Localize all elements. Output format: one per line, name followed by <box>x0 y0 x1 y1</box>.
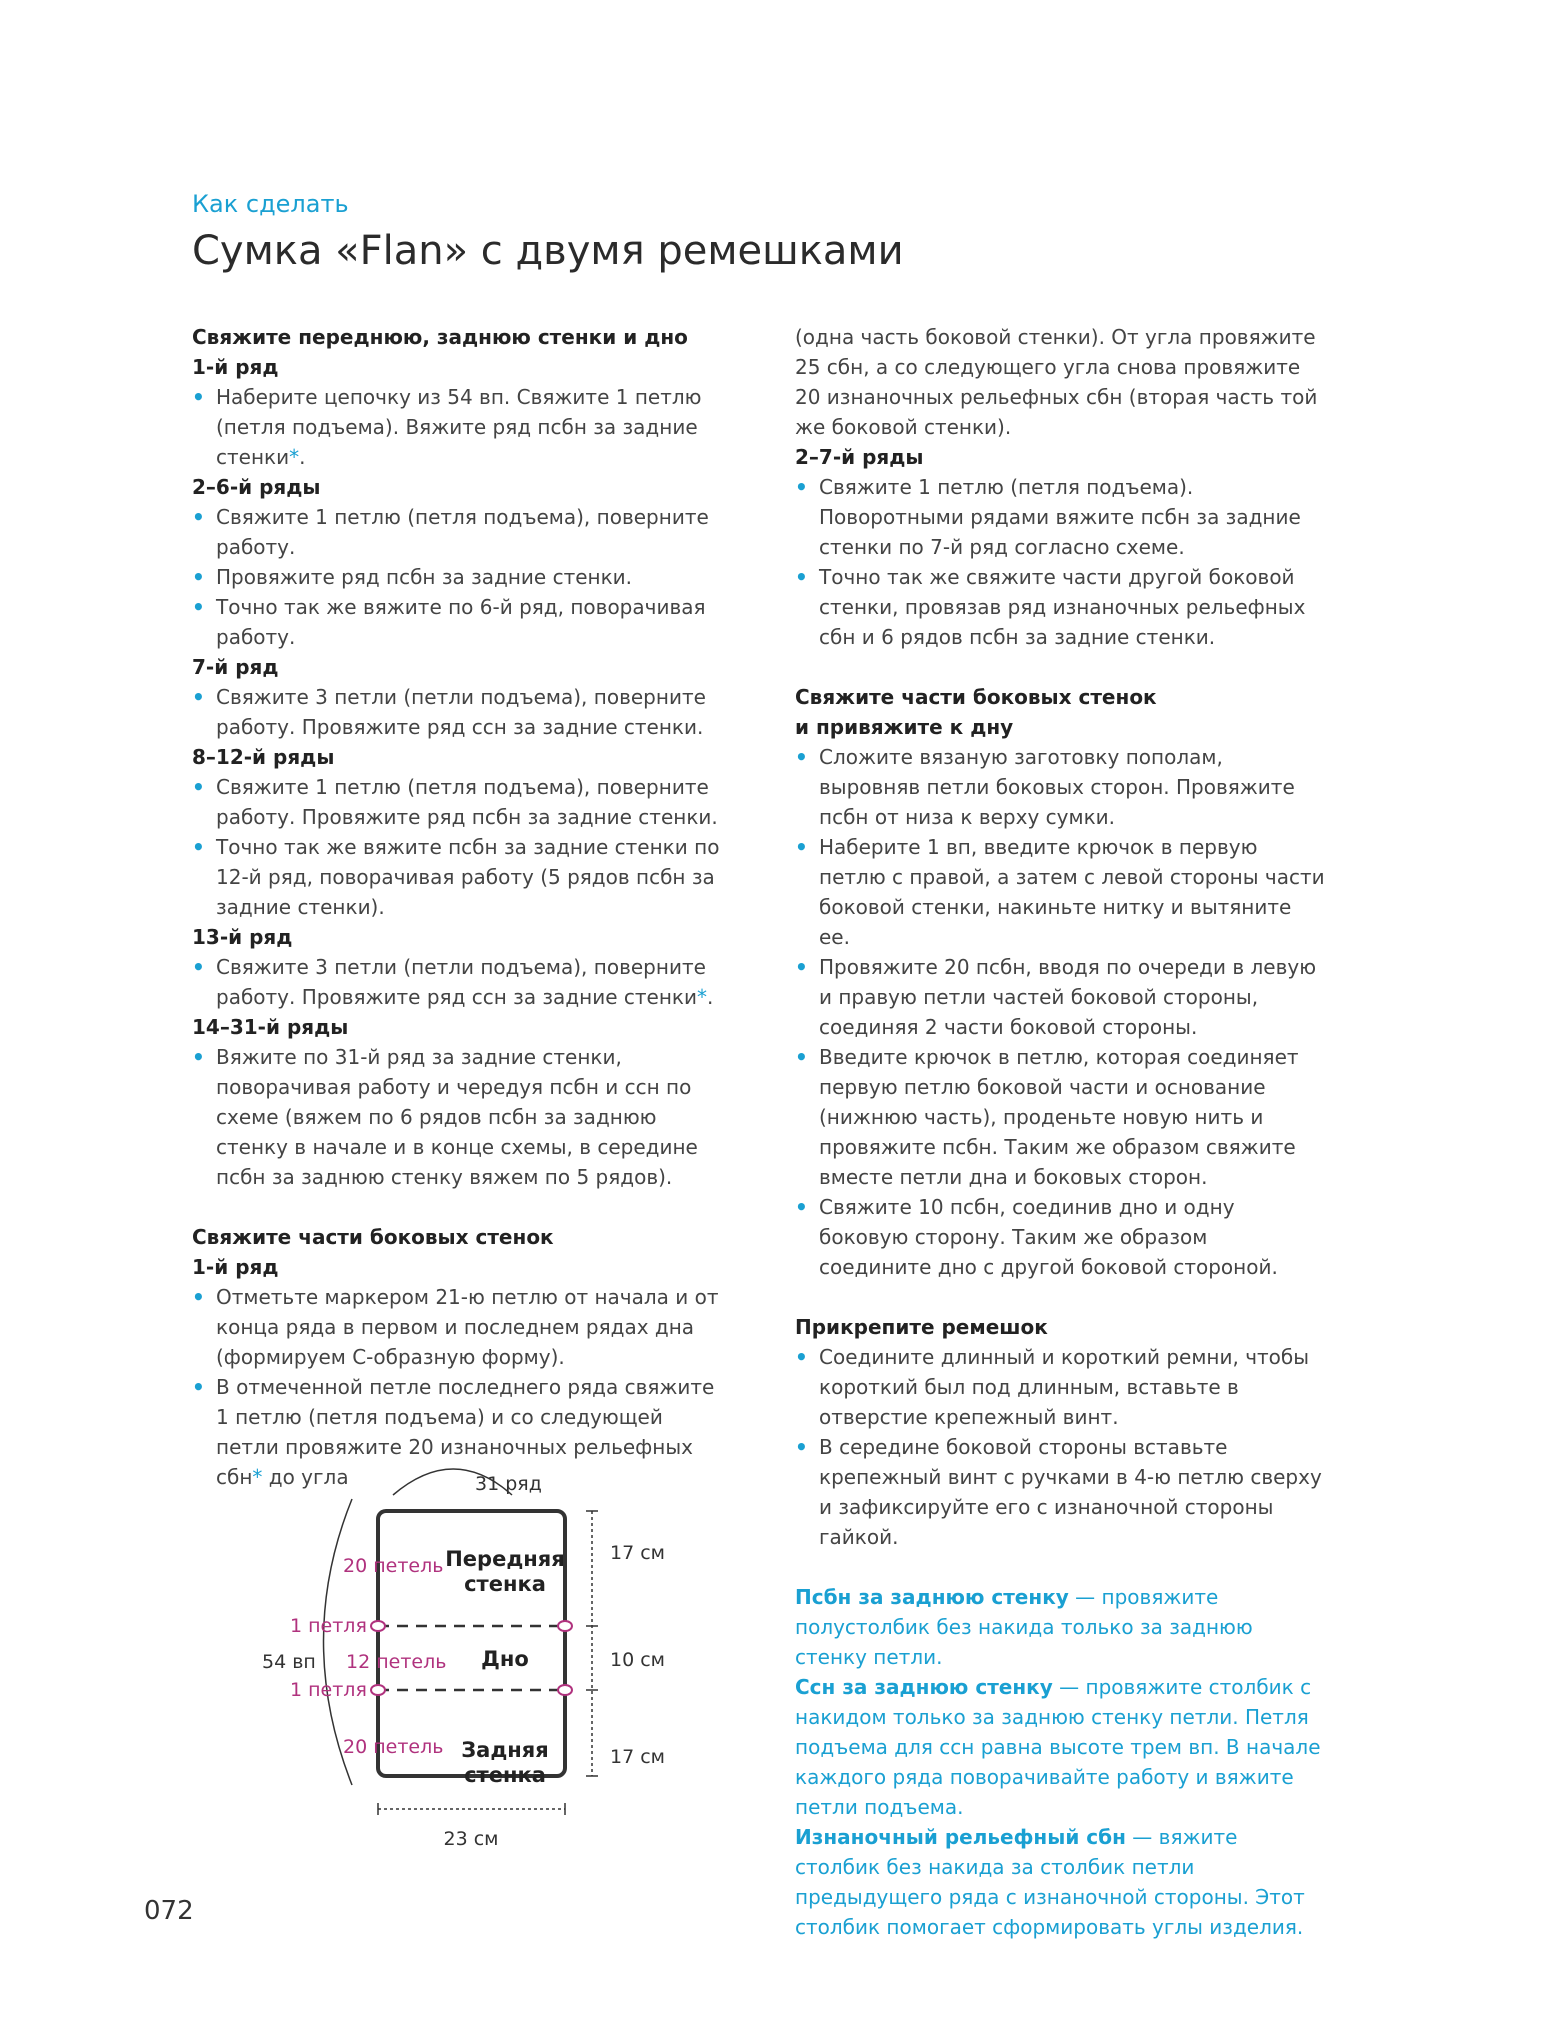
bag-pattern-diagram <box>250 1465 670 1885</box>
instruction-item: • Свяжите 3 петли (петли подъема), поверните работу. Провяжите ряд ссн за задние стенки. <box>192 682 722 742</box>
instruction-item: • Свяжите 10 псбн, соединив дно и одну боковую сторону. Таким же образом соедините дно с другой боковой стороной. <box>795 1192 1325 1282</box>
section-kicker: Как сделать <box>192 190 349 218</box>
glossary <box>795 1582 1325 1942</box>
right-column <box>795 322 1325 1942</box>
height-label: 17 см <box>610 1542 665 1564</box>
front-wall-label: Передняя <box>445 1547 565 1571</box>
instruction-item: • Свяжите 1 петлю (петля подъема). Поворотными рядами вяжите псбн за задние стенки по 7-й ряд согласно схеме. <box>795 472 1325 562</box>
loops-label: 20 петель <box>343 1555 444 1577</box>
instruction-item: • Введите крючок в петлю, которая соединяет первую петлю боковой части и основание (нижнюю часть), проденьте новую нить и провяжите псбн. Таким же образом свяжите вместе петли дна и боковых сторон. <box>795 1042 1325 1192</box>
row-label: 8–12-й ряды <box>192 745 335 769</box>
rows-label: 31 ряд <box>475 1473 542 1495</box>
back-wall-label: стенка <box>464 1763 546 1787</box>
instruction-list <box>192 382 722 472</box>
glossary-definition: — вяжите столбик без накида за столбик петли предыдущего ряда с изнаночной стороны. Этот столбик помогает сформировать углы изделия. <box>795 1825 1305 1939</box>
left-column <box>192 322 722 1492</box>
section-heading: Свяжите переднюю, заднюю стенки и дно <box>192 325 688 349</box>
instruction-list <box>795 1342 1325 1552</box>
width-label: 23 см <box>443 1828 499 1850</box>
bottom-label: Дно <box>481 1647 529 1671</box>
row-label: 7-й ряд <box>192 655 279 679</box>
instruction-item: • Отметьте маркером 21-ю петлю от начала и от конца ряда в первом и последнем рядах дна (формируем С-образную форму). <box>192 1282 722 1372</box>
row-label: 14–31-й ряды <box>192 1015 349 1039</box>
height-label: 10 см <box>610 1649 665 1671</box>
glossary-term: Псбн за заднюю стенку <box>795 1585 1069 1609</box>
instruction-item: • Свяжите 3 петли (петли подъема), поверните работу. Провяжите ряд ссн за задние стенки*. <box>192 952 722 1012</box>
height-label: 17 см <box>610 1746 665 1768</box>
instruction-item: • В середине боковой стороны вставьте крепежный винт с ручками в 4-ю петлю сверху и зафиксируйте его с изнаночной стороны гайкой. <box>795 1432 1325 1552</box>
section-heading: Свяжите части боковых стенок <box>795 685 1157 709</box>
row-label: 2–7-й ряды <box>795 445 924 469</box>
section-heading: Свяжите части боковых стенок <box>192 1225 554 1249</box>
loops-label: 20 петель <box>343 1736 444 1758</box>
row-label: 13-й ряд <box>192 925 293 949</box>
instruction-item: • Точно так же свяжите части другой боковой стенки, провязав ряд изнаночных рельефных сбн и 6 рядов псбн за задние стенки. <box>795 562 1325 652</box>
instruction-list <box>192 682 722 742</box>
page-title: Сумка «Flan» с двумя ремешками <box>192 228 904 274</box>
instruction-list <box>192 502 722 652</box>
instruction-item: • Вяжите по 31-й ряд за задние стенки, поворачивая работу и чередуя псбн и ссн по схеме (вяжем по 6 рядов псбн за заднюю стенку в начале и в конце схемы, в середине псбн за заднюю стенку вяжем по 5 рядов). <box>192 1042 722 1192</box>
row-label: 1-й ряд <box>192 1255 279 1279</box>
instruction-item: • Провяжите 20 псбн, вводя по очереди в левую и правую петли частей боковой стороны, соединяя 2 части боковой стороны. <box>795 952 1325 1042</box>
chain-label: 54 вп <box>262 1651 316 1673</box>
glossary-definition: — провяжите столбик с накидом только за заднюю стенку петли. Петля подъема для ссн равна высоте трем вп. В начале каждого ряда поворачивайте работу и вяжите петли подъема. <box>795 1675 1321 1819</box>
row-label: 1-й ряд <box>192 355 279 379</box>
glossary-term: Ссн за заднюю стенку <box>795 1675 1053 1699</box>
page-number: 072 <box>144 1896 194 1926</box>
row-label: 2–6-й ряды <box>192 475 321 499</box>
instruction-list <box>192 952 722 1012</box>
front-wall-label: стенка <box>464 1572 546 1596</box>
instruction-item: • Соедините длинный и короткий ремни, чтобы короткий был под длинным, вставьте в отверстие крепежный винт. <box>795 1342 1325 1432</box>
instruction-item: • Провяжите ряд псбн за задние стенки. <box>192 562 722 592</box>
instruction-item: • Точно так же вяжите по 6-й ряд, поворачивая работу. <box>192 592 722 652</box>
instruction-item: • Свяжите 1 петлю (петля подъема), поверните работу. Провяжите ряд псбн за задние стенки. <box>192 772 722 832</box>
section-heading: Прикрепите ремешок <box>795 1315 1048 1339</box>
instruction-item: • Наберите 1 вп, введите крючок в первую петлю с правой, а затем с левой стороны части боковой стенки, накиньте нитку и вытяните ее. <box>795 832 1325 952</box>
instruction-list <box>192 772 722 922</box>
glossary-definition: — провяжите полустолбик без накида только за заднюю стенку петли. <box>795 1585 1253 1669</box>
instruction-list <box>192 1282 722 1492</box>
loop-label: 1 петля <box>290 1679 367 1701</box>
instruction-list <box>795 742 1325 1282</box>
instruction-item: • Наберите цепочку из 54 вп. Свяжите 1 петлю (петля подъема). Вяжите ряд псбн за задние стенки*. <box>192 382 722 472</box>
instruction-item: • Точно так же вяжите псбн за задние стенки по 12-й ряд, поворачивая работу (5 рядов псбн за задние стенки). <box>192 832 722 922</box>
instruction-list <box>192 1042 722 1192</box>
loop-label: 1 петля <box>290 1615 367 1637</box>
instruction-list <box>795 472 1325 652</box>
continued-text: (одна часть боковой стенки). От угла провяжите 25 сбн, а со следующего угла снова провяжите 20 изнаночных рельефных сбн (вторая часть той же боковой стенки). <box>795 325 1318 439</box>
instruction-item: • В отмеченной петле последнего ряда свяжите 1 петлю (петля подъема) и со следующей петли провяжите 20 изнаночных рельефных сбн* до угла <box>192 1372 722 1492</box>
section-heading: и привяжите к дну <box>795 715 1014 739</box>
instruction-item: • Свяжите 1 петлю (петля подъема), поверните работу. <box>192 502 722 562</box>
loops-label: 12 петель <box>346 1651 447 1673</box>
back-wall-label: Задняя <box>461 1738 549 1762</box>
instruction-item: • Сложите вязаную заготовку пополам, выровняв петли боковых сторон. Провяжите псбн от низа к верху сумки. <box>795 742 1325 832</box>
glossary-term: Изнаночный рельефный сбн <box>795 1825 1126 1849</box>
